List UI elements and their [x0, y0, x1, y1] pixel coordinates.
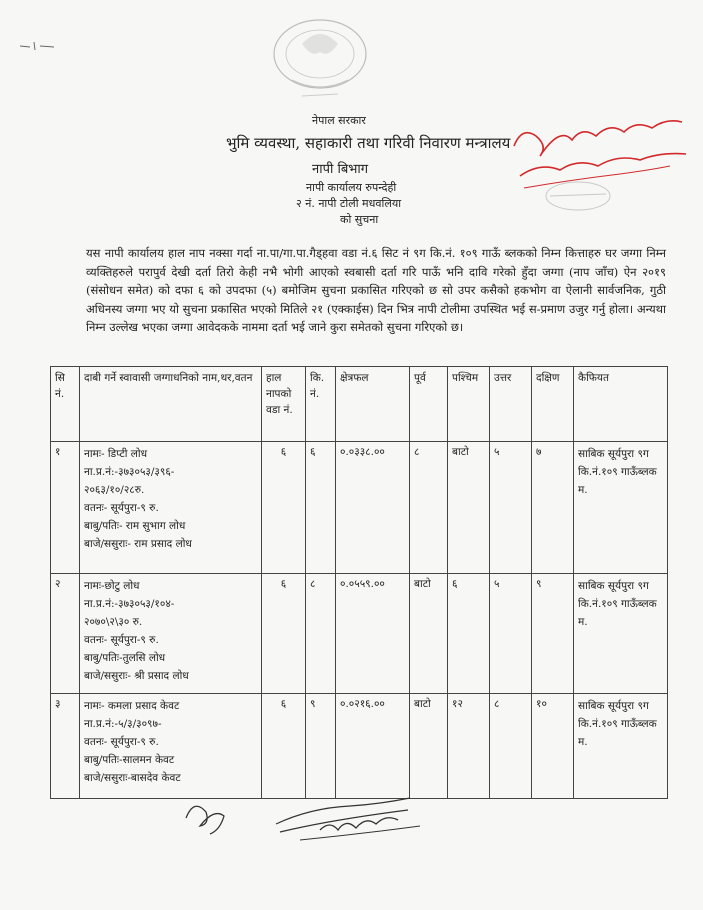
government-name: नेपाल सरकार: [312, 114, 366, 127]
margin-marks: [18, 36, 58, 56]
ministry-name: भुमि व्यवस्था, सहाकारी तथा गरिवी निवारण मन्त्रालय: [226, 134, 511, 152]
table-row: [51, 694, 668, 799]
cell-ward: ६: [262, 574, 306, 694]
office-name: नापी कार्यालय रुपन्देही: [306, 181, 397, 194]
col-header-north: उत्तर: [490, 367, 532, 442]
claimant-name: नामः-छोटु लोध: [84, 580, 140, 592]
cell-claimant: [80, 574, 262, 694]
cell-remarks: साबिक सूर्यपुरा ९ग कि.नं.१०९ गाऊँब्लक म.: [574, 694, 668, 799]
red-signature: [500, 96, 700, 226]
cell-south: १०: [532, 694, 574, 799]
cell-west: बाटो: [448, 442, 490, 574]
cell-west: ६: [448, 574, 490, 694]
col-header-east: पूर्व: [410, 367, 448, 442]
bottom-signatures: [180, 790, 440, 850]
col-header-sn: सि नं.: [51, 367, 80, 442]
cell-east: बाटो: [410, 574, 448, 694]
notice-body: यस नापी कार्यालय हाल नाप नक्सा गर्दा ना.पा/गा.पा.गैड्हवा वडा नं.६ सिट नं ९ग कि.नं. १०९ गाऊँ ब्लकको निम्न कित्ताहरु घर जग्गा निम्न व्यक्तिहरुले परापुर्व देखी दर्ता तिरो केही नभै भोगी आएको स्वबासी दर्ता गरि पाऊँ भनि दावि गरेको हुँदा जग्गा (नाप जाँच) ऐन २०१९ (संसोधन समेत) को दफा ६ को उपदफा (५) बमोजिम सुचना प्रकासित गरिएको छ सो उपर कसैको हकभोग वा ऐलानी सार्वजनिक, गुठी अधिनस्य जग्गा भए यो सुचना प्रकासित भएको मितिले २१ (एक्काईस) दिन भित्र नापी टोलीमा उपस्थित भई स-प्रमाण उजुर गर्नु होला। अन्यथा निम्न उल्लेख भएका जग्गा आवेदकके नाममा दर्ता भई जाने कुरा समेतको सुचना गरिएको छ।: [86, 246, 666, 334]
col-header-ward: हाल नापको वडा नं.: [262, 367, 306, 442]
claimant-citizenship: ना.प्र.नं:-३७३०५३/३९६-: [84, 466, 175, 478]
cell-north: ५: [490, 442, 532, 574]
cell-east: बाटो: [410, 694, 448, 799]
cell-sn: ३: [51, 694, 80, 799]
col-header-kitta: कि. नं.: [306, 367, 336, 442]
claimant-grandfather: बाजे/ससुराः- श्री प्रसाद लोध: [84, 670, 189, 682]
cell-claimant: [80, 442, 262, 574]
cell-ward: ६: [262, 442, 306, 574]
table-header-row: [51, 367, 668, 442]
cell-south: ९: [532, 574, 574, 694]
claimant-address: वतनः- सूर्यपुरा-९ रु.: [84, 502, 159, 514]
table-row: [51, 442, 668, 574]
cell-remarks: साबिक सूर्यपुरा ९ग कि.नं.१०९ गाऊँब्लक म.: [574, 442, 668, 574]
cell-claimant: [80, 694, 262, 799]
cell-west: १२: [448, 694, 490, 799]
cell-north: ५: [490, 574, 532, 694]
cell-kitta: ९: [306, 694, 336, 799]
col-header-area: क्षेत्रफल: [336, 367, 410, 442]
claimant-grandfather: बाजे/ससुराः- राम प्रसाद लोध: [84, 538, 192, 550]
cell-east: ८: [410, 442, 448, 574]
office-seal-stamp: [262, 14, 377, 106]
claimant-father: बाबु/पतिः- राम सुभाग लोध: [84, 520, 186, 532]
cell-kitta: ८: [306, 574, 336, 694]
land-claim-table: [50, 366, 668, 799]
cell-sn: २: [51, 574, 80, 694]
cell-north: ८: [490, 694, 532, 799]
claimant-citizenship-date: २०६३/१०/२८रु.: [84, 484, 145, 496]
claimant-citizenship-date: २०७०\२\३० रु.: [84, 616, 143, 628]
cell-sn: १: [51, 442, 80, 574]
claimant-name: नामः- कमला प्रसाद केवट: [84, 700, 180, 712]
cell-south: ७: [532, 442, 574, 574]
cell-area: ०.०३३८.००: [336, 442, 410, 574]
col-header-claimant: दाबी गर्ने स्वावासी जग्गाधनिको नाम,थर,वतन: [80, 367, 262, 442]
cell-area: ०.०५५९.००: [336, 574, 410, 694]
cell-remarks: साबिक सूर्यपुरा ९ग कि.नं.१०९ गाऊँब्लक म.: [574, 574, 668, 694]
claimant-grandfather: बाजे/ससुराः-बासदेव केवट: [84, 772, 181, 784]
cell-ward: ६: [262, 694, 306, 799]
col-header-remarks: कैफियत: [574, 367, 668, 442]
survey-team-name: २ नं. नापी टोली मधवलिया: [296, 197, 402, 210]
claimant-address: वतनः- सूर्यपुरा-९ रु.: [84, 736, 159, 748]
claimant-father: बाबु/पतिः-सालमन केवट: [84, 754, 175, 766]
claimant-name: नामः- डिप्टी लोध: [84, 448, 148, 460]
claimant-citizenship: ना.प्र.नं:-५/३/३०९७-: [84, 718, 162, 730]
cell-kitta: ६: [306, 442, 336, 574]
cell-area: ०.०२१६.००: [336, 694, 410, 799]
col-header-west: पश्चिम: [448, 367, 490, 442]
notice-title: को सुचना: [340, 213, 379, 226]
claimant-father: बाबु/पतिः-तुलसि लोध: [84, 652, 166, 664]
department-name: नापी बिभाग: [312, 162, 369, 177]
claimant-citizenship: ना.प्र.नं:-३७३०५३/१०४-: [84, 598, 175, 610]
table-row: [51, 574, 668, 694]
claimant-address: वतनः- सूर्यपुरा-९ रु.: [84, 634, 159, 646]
col-header-south: दक्षिण: [532, 367, 574, 442]
